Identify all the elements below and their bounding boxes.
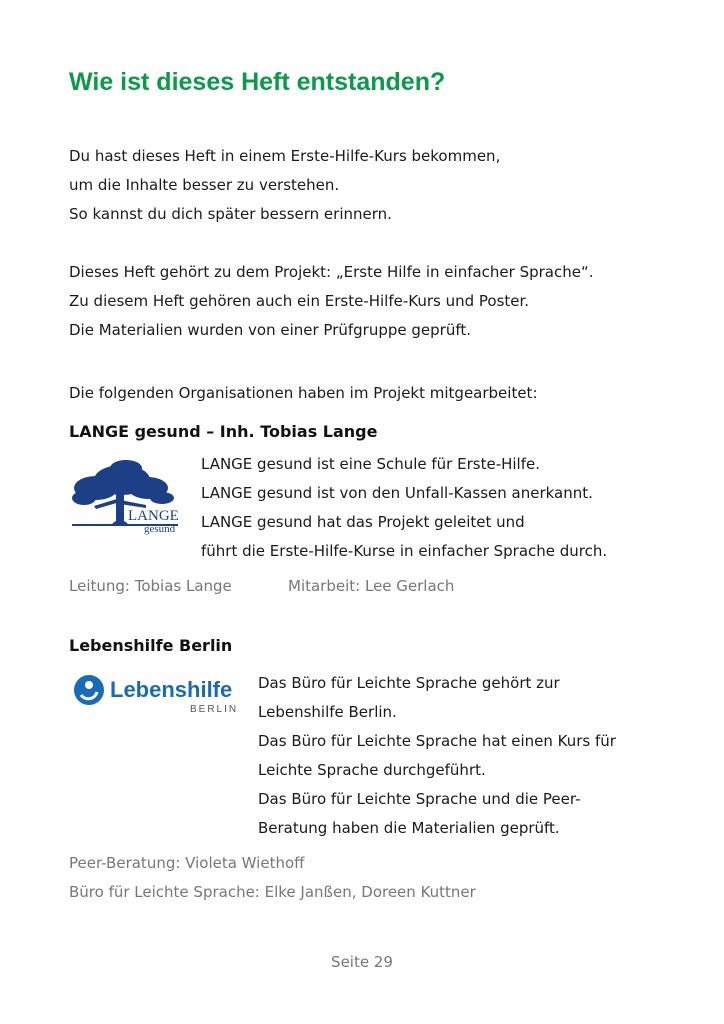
text-line: Das Büro für Leichte Sprache hat einen Kurs für xyxy=(258,732,616,750)
lebenshilfe-drop-icon xyxy=(74,675,104,705)
logo-text-gesund: gesund xyxy=(144,523,176,535)
text-line: Zu diesem Heft gehören auch ein Erste-Hilfe-Kurs und Poster. xyxy=(69,292,530,310)
text-line: führt die Erste-Hilfe-Kurse in einfacher Sprache durch. xyxy=(201,542,608,560)
org-title-lebenshilfe: Lebenshilfe Berlin xyxy=(69,636,233,655)
text-line: LANGE gesund ist eine Schule für Erste-Hilfe. xyxy=(201,455,540,473)
text-line: So kannst du dich später bessern erinnern. xyxy=(69,205,392,223)
logo-text-lebenshilfe: Lebenshilfe xyxy=(110,677,233,702)
org-title-lange-gesund: LANGE gesund – Inh. Tobias Lange xyxy=(69,422,378,441)
page-title: Wie ist dieses Heft entstanden? xyxy=(69,68,446,96)
text-line: Du hast dieses Heft in einem Erste-Hilfe-Kurs bekommen, xyxy=(69,147,501,165)
lebenshilfe-logo xyxy=(72,670,242,718)
text-line: Das Büro für Leichte Sprache gehört zur xyxy=(258,674,560,692)
text-line: Die Materialien wurden von einer Prüfgruppe geprüft. xyxy=(69,321,472,339)
page-number: Seite 29 xyxy=(331,953,393,971)
text-line: Beratung haben die Materialien geprüft. xyxy=(258,819,560,837)
text-line: Lebenshilfe Berlin. xyxy=(258,703,397,721)
text-line: Die folgenden Organisationen haben im Projekt mitgearbeitet: xyxy=(69,384,538,402)
text-line: Leichte Sprache durchgeführt. xyxy=(258,761,486,779)
org2-credits xyxy=(69,849,476,907)
text-line: um die Inhalte besser zu verstehen. xyxy=(69,176,340,194)
org1-description xyxy=(201,450,607,566)
lange-gesund-logo xyxy=(66,458,184,538)
organisations-intro xyxy=(69,379,538,408)
text-line: LANGE gesund ist von den Unfall-Kassen anerkannt. xyxy=(201,484,593,502)
intro-paragraph xyxy=(69,142,500,229)
logo-text-berlin: BERLIN xyxy=(190,704,239,715)
project-paragraph xyxy=(69,258,594,345)
credit-line: Peer-Beratung: Violeta Wiethoff xyxy=(69,854,305,872)
org2-description xyxy=(258,669,616,843)
org1-credit-lead: Leitung: Tobias Lange xyxy=(69,577,232,595)
credit-line: Büro für Leichte Sprache: Elke Janßen, Doreen Kuttner xyxy=(69,883,476,901)
text-line: Dieses Heft gehört zu dem Projekt: „Erste Hilfe in einfacher Sprache“. xyxy=(69,263,594,281)
org1-credit-staff: Mitarbeit: Lee Gerlach xyxy=(288,577,455,595)
text-line: Das Büro für Leichte Sprache und die Peer- xyxy=(258,790,581,808)
logo-text-lange: LANGE xyxy=(128,508,179,524)
text-line: LANGE gesund hat das Projekt geleitet und xyxy=(201,513,525,531)
